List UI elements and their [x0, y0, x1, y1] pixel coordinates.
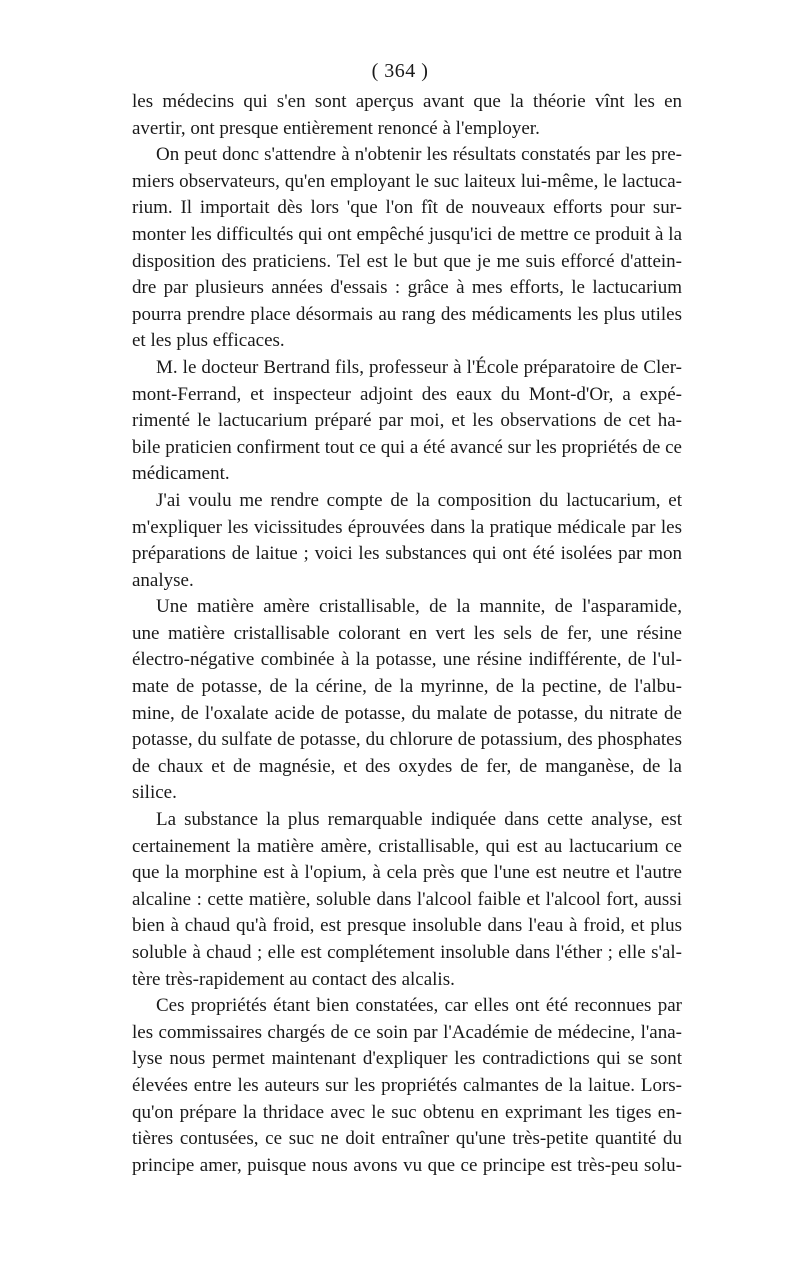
text-line: bien à chaud qu'à froid, est presque insoluble dans l'eau à froid, et plus	[132, 915, 682, 937]
text-line: préparations de laitue ; voici les substances qui ont été isolées par mon	[132, 543, 682, 565]
text-line: dre par plusieurs années d'essais : grâce à mes efforts, le lactucarium	[132, 277, 682, 299]
text-line: Une matière amère cristallisable, de la mannite, de l'asparamide,	[156, 596, 682, 618]
text-line: analyse.	[132, 569, 194, 591]
paragraph	[132, 594, 682, 807]
text-line: soluble à chaud ; elle est complétement insoluble dans l'éther ; elle s'al-	[132, 942, 682, 963]
text-line: une matière cristallisable colorant en vert les sels de fer, une résine	[132, 622, 682, 644]
paragraph	[132, 488, 682, 594]
text-line: monter les difficultés qui ont empêché jusqu'ici de mettre ce produit à la	[132, 223, 682, 245]
text-line: bile praticien confirment tout ce qui a été avancé sur les propriétés de ce	[132, 436, 682, 458]
paragraph	[132, 355, 682, 488]
text-line: potasse, du sulfate de potasse, du chlorure de potassium, des phosphates	[132, 729, 682, 751]
text-line: médicament.	[132, 463, 230, 485]
text-line: disposition des praticiens. Tel est le but que je me suis efforcé d'attein-	[132, 250, 682, 272]
text-line: certainement la matière amère, cristallisable, qui est au lactucarium ce	[132, 835, 682, 857]
body-text	[132, 89, 682, 1179]
text-line: que la morphine est à l'opium, à cela près que l'une est neutre et l'autre	[132, 862, 682, 884]
text-line: lyse nous permet maintenant d'expliquer les contradictions qui se sont	[132, 1048, 682, 1070]
text-line: pourra prendre place désormais au rang des médicaments les plus utiles	[132, 303, 682, 325]
text-line: mine, de l'oxalate acide de potasse, du malate de potasse, du nitrate de	[132, 702, 682, 724]
text-line: rimenté le lactucarium préparé par moi, et les observations de cet ha-	[132, 410, 682, 432]
text-line: mont-Ferrand, et inspecteur adjoint des eaux du Mont-d'Or, a expé-	[132, 383, 682, 405]
page-number: ( 364 )	[371, 60, 429, 82]
text-line: J'ai voulu me rendre compte de la composition du lactucarium, et	[156, 489, 682, 511]
text-line: M. le docteur Bertrand fils, professeur à l'École préparatoire de Cler-	[156, 356, 682, 378]
text-line: alcaline : cette matière, soluble dans l'alcool faible et l'alcool fort, aussi	[132, 888, 682, 910]
text-line: et les plus efficaces.	[132, 330, 285, 352]
text-line: les commissaires chargés de ce soin par l'Académie de médecine, l'ana-	[132, 1021, 682, 1043]
text-line: Ces propriétés étant bien constatées, car elles ont été reconnues par	[156, 995, 682, 1017]
text-line: miers observateurs, qu'en employant le suc laiteux lui-même, le lactuca-	[132, 170, 682, 192]
text-line: qu'on prépare la thridace avec le suc obtenu en exprimant les tiges en-	[132, 1101, 682, 1123]
text-line: tières contusées, ce suc ne doit entraîner qu'une très-petite quantité du	[132, 1128, 682, 1150]
paragraph	[132, 89, 682, 142]
text-line: de chaux et de magnésie, et des oxydes de fer, de manganèse, de la	[132, 755, 682, 777]
text-line: principe amer, puisque nous avons vu que ce principe est très-peu solu-	[132, 1154, 682, 1176]
text-line: rium. Il importait dès lors 'que l'on fît de nouveaux efforts pour sur-	[132, 197, 682, 219]
text-line: silice.	[132, 782, 177, 804]
text-line: élevées entre les auteurs sur les propriétés calmantes de la laitue. Lors-	[132, 1074, 682, 1096]
text-line: mate de potasse, de la cérine, de la myrinne, de la pectine, de l'albu-	[132, 676, 682, 698]
paragraph	[132, 807, 682, 993]
text-line: avertir, ont presque entièrement renoncé à l'employer.	[132, 117, 540, 139]
text-line: La substance la plus remarquable indiquée dans cette analyse, est	[156, 809, 682, 831]
text-line: les médecins qui s'en sont aperçus avant que la théorie vînt les en	[132, 91, 682, 112]
text-line: m'expliquer les vicissitudes éprouvées dans la pratique médicale par les	[132, 516, 682, 538]
text-line: électro-négative combinée à la potasse, une résine indifférente, de l'ul-	[132, 649, 682, 671]
text-line: tère très-rapidement au contact des alcalis.	[132, 968, 455, 990]
paragraph	[132, 142, 682, 355]
text-line: On peut donc s'attendre à n'obtenir les résultats constatés par les pre-	[156, 144, 682, 166]
paragraph	[132, 993, 682, 1179]
